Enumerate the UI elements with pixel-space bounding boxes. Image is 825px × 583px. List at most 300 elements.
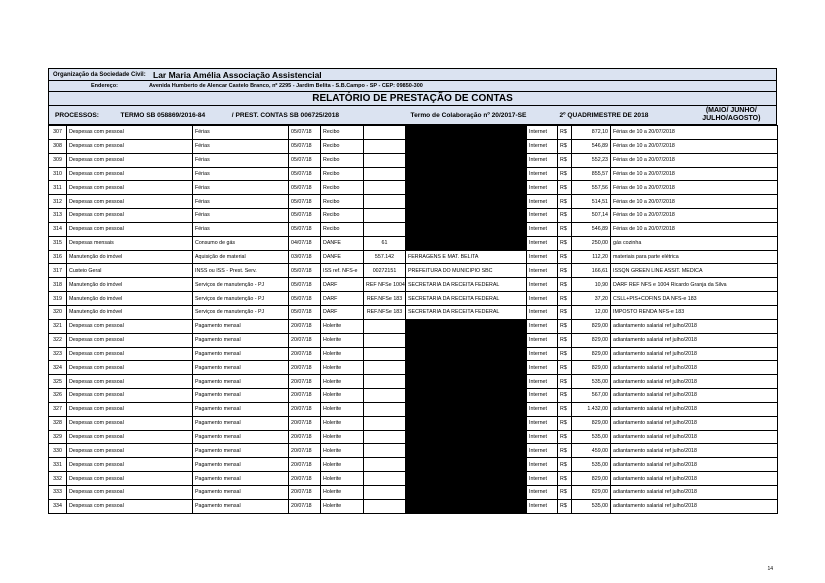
payment-method-cell: Internet bbox=[527, 305, 558, 319]
value-cell: 507,14 bbox=[572, 209, 611, 223]
description-cell: Pagamento mensal bbox=[193, 416, 289, 430]
document-number-cell bbox=[364, 347, 406, 361]
currency-cell: R$ bbox=[558, 195, 572, 209]
category-cell: Despesas com pessoal bbox=[67, 416, 193, 430]
document-number-cell: REF.NFSe 183 bbox=[364, 292, 406, 306]
currency-cell: R$ bbox=[558, 250, 572, 264]
redacted-cell bbox=[406, 167, 527, 181]
currency-cell: R$ bbox=[558, 181, 572, 195]
category-cell: Custeio Geral bbox=[67, 264, 193, 278]
value-cell: 37,20 bbox=[572, 292, 611, 306]
document-type-cell: Recibo bbox=[321, 222, 364, 236]
payment-method-cell: Internet bbox=[527, 209, 558, 223]
category-cell: Despesas com pessoal bbox=[67, 375, 193, 389]
table-row bbox=[49, 139, 778, 153]
report-title-row bbox=[48, 91, 777, 105]
row-number: 315 bbox=[49, 236, 67, 250]
category-cell: Despesas com pessoal bbox=[67, 389, 193, 403]
note-cell: adiantamento salarial ref julho/2018 bbox=[611, 361, 778, 375]
document-number-cell bbox=[364, 485, 406, 499]
currency-cell: R$ bbox=[558, 347, 572, 361]
date-cell: 20/07/18 bbox=[289, 430, 321, 444]
description-cell: Pagamento mensal bbox=[193, 319, 289, 333]
date-cell: 20/07/18 bbox=[289, 485, 321, 499]
table-row bbox=[49, 236, 778, 250]
value-cell: 829,00 bbox=[572, 485, 611, 499]
row-number: 327 bbox=[49, 402, 67, 416]
description-cell: Férias bbox=[193, 209, 289, 223]
document-number-cell bbox=[364, 319, 406, 333]
value-cell: 250,00 bbox=[572, 236, 611, 250]
value-cell: 829,00 bbox=[572, 347, 611, 361]
document-type-cell: Recibo bbox=[321, 209, 364, 223]
note-cell: adiantamento salarial ref julho/2018 bbox=[611, 375, 778, 389]
note-cell: Férias de 10 a 20/07/2018 bbox=[611, 209, 778, 223]
date-cell: 05/07/18 bbox=[289, 264, 321, 278]
document-number-cell bbox=[364, 444, 406, 458]
description-cell: Pagamento mensal bbox=[193, 375, 289, 389]
date-cell: 20/07/18 bbox=[289, 472, 321, 486]
document-type-cell: Recibo bbox=[321, 126, 364, 140]
description-cell: Pagamento mensal bbox=[193, 485, 289, 499]
date-cell: 05/07/18 bbox=[289, 209, 321, 223]
table-row bbox=[49, 222, 778, 236]
category-cell: Despesas com pessoal bbox=[67, 139, 193, 153]
processes-label: PROCESSOS: bbox=[55, 111, 99, 119]
table-row bbox=[49, 430, 778, 444]
note-cell: DARF REF NFS e 1004 Ricardo Granja da Silva bbox=[611, 278, 778, 292]
payment-method-cell: Internet bbox=[527, 126, 558, 140]
quadrimestre: 2º QUADRIMESTRE DE 2018 bbox=[559, 111, 649, 119]
value-cell: 829,00 bbox=[572, 333, 611, 347]
redacted-cell bbox=[406, 402, 527, 416]
description-cell: Pagamento mensal bbox=[193, 444, 289, 458]
row-number: 330 bbox=[49, 444, 67, 458]
document-number-cell bbox=[364, 126, 406, 140]
document-type-cell: Holerite bbox=[321, 458, 364, 472]
note-cell: Férias de 10 a 20/07/2018 bbox=[611, 139, 778, 153]
document-type-cell: Holerite bbox=[321, 416, 364, 430]
document-type-cell: Holerite bbox=[321, 444, 364, 458]
category-cell: Despesas com pessoal bbox=[67, 499, 193, 513]
redacted-cell bbox=[406, 416, 527, 430]
table-row bbox=[49, 375, 778, 389]
date-cell: 20/07/18 bbox=[289, 361, 321, 375]
row-number: 324 bbox=[49, 361, 67, 375]
period-line-1: (MAIO/ JUNHO/ bbox=[705, 107, 757, 114]
payment-method-cell: Internet bbox=[527, 195, 558, 209]
row-number: 328 bbox=[49, 416, 67, 430]
payment-method-cell: Internet bbox=[527, 250, 558, 264]
currency-cell: R$ bbox=[558, 222, 572, 236]
date-cell: 20/07/18 bbox=[289, 319, 321, 333]
value-cell: 546,89 bbox=[572, 222, 611, 236]
redacted-cell bbox=[406, 195, 527, 209]
category-cell: Despesas com pessoal bbox=[67, 153, 193, 167]
document-type-cell: Recibo bbox=[321, 195, 364, 209]
document-number-cell bbox=[364, 139, 406, 153]
payment-method-cell: Internet bbox=[527, 389, 558, 403]
payment-method-cell: Internet bbox=[527, 402, 558, 416]
date-cell: 05/07/18 bbox=[289, 305, 321, 319]
org-label: Organização da Sociedade Civil: bbox=[53, 71, 146, 78]
document-type-cell: Recibo bbox=[321, 153, 364, 167]
note-cell: adiantamento salarial ref julho/2018 bbox=[611, 389, 778, 403]
document-type-cell: Holerite bbox=[321, 333, 364, 347]
date-cell: 20/07/18 bbox=[289, 444, 321, 458]
note-cell: Férias de 10 a 20/07/2018 bbox=[611, 195, 778, 209]
value-cell: 535,00 bbox=[572, 430, 611, 444]
row-number: 323 bbox=[49, 347, 67, 361]
row-number: 321 bbox=[49, 319, 67, 333]
description-cell: Consumo de gás bbox=[193, 236, 289, 250]
payment-method-cell: Internet bbox=[527, 485, 558, 499]
document-type-cell: DANFE bbox=[321, 250, 364, 264]
currency-cell: R$ bbox=[558, 402, 572, 416]
document-type-cell: Holerite bbox=[321, 402, 364, 416]
date-cell: 05/07/18 bbox=[289, 126, 321, 140]
prest-contas: / PREST. CONTAS SB 006725/2018 bbox=[231, 111, 340, 119]
description-cell: Férias bbox=[193, 139, 289, 153]
row-number: 319 bbox=[49, 292, 67, 306]
description-cell: Férias bbox=[193, 153, 289, 167]
note-cell: materiais para parte elétrica bbox=[611, 250, 778, 264]
currency-cell: R$ bbox=[558, 430, 572, 444]
value-cell: 829,00 bbox=[572, 361, 611, 375]
termo-sb: TERMO SB 058869/2016-84 bbox=[120, 111, 206, 119]
org-row bbox=[48, 68, 777, 80]
payment-method-cell: Internet bbox=[527, 167, 558, 181]
table-row bbox=[49, 402, 778, 416]
redacted-cell bbox=[406, 209, 527, 223]
description-cell: Pagamento mensal bbox=[193, 333, 289, 347]
note-cell: adiantamento salarial ref julho/2018 bbox=[611, 458, 778, 472]
note-cell: adiantamento salarial ref julho/2018 bbox=[611, 499, 778, 513]
document-type-cell: Holerite bbox=[321, 389, 364, 403]
payment-method-cell: Internet bbox=[527, 264, 558, 278]
description-cell: Serviços de manutenção - PJ bbox=[193, 278, 289, 292]
payment-method-cell: Internet bbox=[527, 319, 558, 333]
category-cell: Despesas com pessoal bbox=[67, 347, 193, 361]
termo-colaboracao: Termo de Colaboração nº 20/2017-SE bbox=[410, 111, 527, 119]
row-number: 320 bbox=[49, 305, 67, 319]
category-cell: Despesas com pessoal bbox=[67, 485, 193, 499]
currency-cell: R$ bbox=[558, 485, 572, 499]
table-row bbox=[49, 181, 778, 195]
value-cell: 829,00 bbox=[572, 472, 611, 486]
date-cell: 20/07/18 bbox=[289, 402, 321, 416]
description-cell: Pagamento mensal bbox=[193, 402, 289, 416]
payment-method-cell: Internet bbox=[527, 333, 558, 347]
document-type-cell: Recibo bbox=[321, 181, 364, 195]
document-number-cell bbox=[364, 222, 406, 236]
table-row bbox=[49, 153, 778, 167]
description-cell: Férias bbox=[193, 167, 289, 181]
category-cell: Manutenção do imóvel bbox=[67, 292, 193, 306]
description-cell: Pagamento mensal bbox=[193, 458, 289, 472]
category-cell: Despesas com pessoal bbox=[67, 222, 193, 236]
document-number-cell: 00272151 bbox=[364, 264, 406, 278]
table-row bbox=[49, 347, 778, 361]
value-cell: 557,56 bbox=[572, 181, 611, 195]
address-row bbox=[48, 80, 777, 91]
document-type-cell: Holerite bbox=[321, 375, 364, 389]
redacted-cell bbox=[406, 499, 527, 513]
category-cell: Despesas com pessoal bbox=[67, 444, 193, 458]
description-cell: Pagamento mensal bbox=[193, 389, 289, 403]
document-number-cell bbox=[364, 181, 406, 195]
document-number-cell: 61 bbox=[364, 236, 406, 250]
currency-cell: R$ bbox=[558, 167, 572, 181]
table-row bbox=[49, 319, 778, 333]
payment-method-cell: Internet bbox=[527, 375, 558, 389]
page-number: 14 bbox=[767, 566, 773, 572]
document-number-cell bbox=[364, 472, 406, 486]
row-number: 311 bbox=[49, 181, 67, 195]
document-type-cell: DARF bbox=[321, 292, 364, 306]
description-cell: Pagamento mensal bbox=[193, 499, 289, 513]
payment-method-cell: Internet bbox=[527, 444, 558, 458]
table-row bbox=[49, 444, 778, 458]
currency-cell: R$ bbox=[558, 458, 572, 472]
document-number-cell bbox=[364, 416, 406, 430]
org-name: Lar Maria Amélia Associação Assistencial bbox=[153, 69, 322, 80]
redacted-cell bbox=[406, 139, 527, 153]
value-cell: 514,51 bbox=[572, 195, 611, 209]
supplier-cell: SECRETARIA DA RECEITA FEDERAL bbox=[406, 292, 527, 306]
currency-cell: R$ bbox=[558, 209, 572, 223]
note-cell: Férias de 10 a 20/07/2018 bbox=[611, 167, 778, 181]
payment-method-cell: Internet bbox=[527, 347, 558, 361]
table-row bbox=[49, 472, 778, 486]
date-cell: 05/07/18 bbox=[289, 278, 321, 292]
redacted-cell bbox=[406, 347, 527, 361]
redacted-cell bbox=[406, 181, 527, 195]
currency-cell: R$ bbox=[558, 139, 572, 153]
value-cell: 535,00 bbox=[572, 499, 611, 513]
currency-cell: R$ bbox=[558, 472, 572, 486]
document-number-cell bbox=[364, 389, 406, 403]
redacted-cell bbox=[406, 126, 527, 140]
document-number-cell bbox=[364, 153, 406, 167]
document-number-cell bbox=[364, 499, 406, 513]
document-type-cell: Recibo bbox=[321, 167, 364, 181]
date-cell: 20/07/18 bbox=[289, 389, 321, 403]
currency-cell: R$ bbox=[558, 319, 572, 333]
redacted-cell bbox=[406, 472, 527, 486]
document-number-cell bbox=[364, 458, 406, 472]
currency-cell: R$ bbox=[558, 389, 572, 403]
document-type-cell: Holerite bbox=[321, 319, 364, 333]
category-cell: Despesas com pessoal bbox=[67, 167, 193, 181]
currency-cell: R$ bbox=[558, 126, 572, 140]
description-cell: Aquisição de material bbox=[193, 250, 289, 264]
redacted-cell bbox=[406, 430, 527, 444]
document-number-cell bbox=[364, 361, 406, 375]
document-number-cell: 557.142 bbox=[364, 250, 406, 264]
category-cell: Despesas com pessoal bbox=[67, 430, 193, 444]
currency-cell: R$ bbox=[558, 444, 572, 458]
date-cell: 20/07/18 bbox=[289, 499, 321, 513]
document-number-cell bbox=[364, 209, 406, 223]
process-row bbox=[48, 105, 777, 125]
table-row bbox=[49, 292, 778, 306]
currency-cell: R$ bbox=[558, 416, 572, 430]
row-number: 322 bbox=[49, 333, 67, 347]
table-row bbox=[49, 333, 778, 347]
expense-table bbox=[48, 125, 778, 514]
note-cell: Férias de 10 a 20/07/2018 bbox=[611, 222, 778, 236]
note-cell: CSLL+PIS+COFINS DA NFS-e 183 bbox=[611, 292, 778, 306]
payment-method-cell: Internet bbox=[527, 222, 558, 236]
table-row bbox=[49, 195, 778, 209]
value-cell: 546,89 bbox=[572, 139, 611, 153]
redacted-cell bbox=[406, 236, 527, 250]
note-cell: adiantamento salarial ref julho/2018 bbox=[611, 333, 778, 347]
date-cell: 05/07/18 bbox=[289, 195, 321, 209]
table-row bbox=[49, 458, 778, 472]
value-cell: 872,10 bbox=[572, 126, 611, 140]
document-type-cell: Holerite bbox=[321, 361, 364, 375]
currency-cell: R$ bbox=[558, 499, 572, 513]
payment-method-cell: Internet bbox=[527, 361, 558, 375]
redacted-cell bbox=[406, 485, 527, 499]
note-cell: Férias de 10 a 20/07/2018 bbox=[611, 153, 778, 167]
category-cell: Despesas com pessoal bbox=[67, 361, 193, 375]
document-number-cell bbox=[364, 430, 406, 444]
category-cell: Despesas com pessoal bbox=[67, 402, 193, 416]
date-cell: 20/07/18 bbox=[289, 458, 321, 472]
redacted-cell bbox=[406, 458, 527, 472]
document-type-cell: ISS ref. NFS-e bbox=[321, 264, 364, 278]
note-cell: adiantamento salarial ref julho/2018 bbox=[611, 430, 778, 444]
value-cell: 535,00 bbox=[572, 375, 611, 389]
row-number: 309 bbox=[49, 153, 67, 167]
description-cell: Serviços de manutenção - PJ bbox=[193, 305, 289, 319]
category-cell: Despesas com pessoal bbox=[67, 472, 193, 486]
row-number: 312 bbox=[49, 195, 67, 209]
value-cell: 829,00 bbox=[572, 416, 611, 430]
payment-method-cell: Internet bbox=[527, 292, 558, 306]
description-cell: Pagamento mensal bbox=[193, 472, 289, 486]
description-cell: Férias bbox=[193, 126, 289, 140]
date-cell: 20/07/18 bbox=[289, 347, 321, 361]
payment-method-cell: Internet bbox=[527, 236, 558, 250]
date-cell: 05/07/18 bbox=[289, 167, 321, 181]
date-cell: 20/07/18 bbox=[289, 416, 321, 430]
supplier-cell: SECRETARIA DA RECEITA FEDERAL bbox=[406, 305, 527, 319]
note-cell: adiantamento salarial ref julho/2018 bbox=[611, 319, 778, 333]
date-cell: 05/07/18 bbox=[289, 181, 321, 195]
table-row bbox=[49, 167, 778, 181]
note-cell: gás cozinha bbox=[611, 236, 778, 250]
report-title: RELATÓRIO DE PRESTAÇÃO DE CONTAS bbox=[312, 93, 513, 104]
value-cell: 10,90 bbox=[572, 278, 611, 292]
table-row bbox=[49, 126, 778, 140]
date-cell: 03/07/18 bbox=[289, 250, 321, 264]
document-number-cell bbox=[364, 167, 406, 181]
supplier-cell: SECRETARIA DA RECEITA FEDERAL bbox=[406, 278, 527, 292]
value-cell: 552,23 bbox=[572, 153, 611, 167]
payment-method-cell: Internet bbox=[527, 278, 558, 292]
note-cell: adiantamento salarial ref julho/2018 bbox=[611, 444, 778, 458]
redacted-cell bbox=[406, 389, 527, 403]
currency-cell: R$ bbox=[558, 153, 572, 167]
address-value: Avenida Humberto de Alencar Castelo Branco, nº 2295 - Jardim Belita - S.B.Campo - SP - CEP: 09850-300 bbox=[149, 83, 423, 89]
category-cell: Despesas com pessoal bbox=[67, 333, 193, 347]
row-number: 314 bbox=[49, 222, 67, 236]
description-cell: Férias bbox=[193, 195, 289, 209]
document-number-cell bbox=[364, 402, 406, 416]
redacted-cell bbox=[406, 333, 527, 347]
row-number: 334 bbox=[49, 499, 67, 513]
note-cell: adiantamento salarial ref julho/2018 bbox=[611, 402, 778, 416]
date-cell: 05/07/18 bbox=[289, 139, 321, 153]
row-number: 329 bbox=[49, 430, 67, 444]
document-number-cell: REF NFSe 1004 bbox=[364, 278, 406, 292]
table-row bbox=[49, 209, 778, 223]
note-cell: adiantamento salarial ref julho/2018 bbox=[611, 485, 778, 499]
value-cell: 1.432,00 bbox=[572, 402, 611, 416]
document-type-cell: DARF bbox=[321, 278, 364, 292]
category-cell: Despesas com pessoal bbox=[67, 126, 193, 140]
row-number: 333 bbox=[49, 485, 67, 499]
document-number-cell bbox=[364, 333, 406, 347]
date-cell: 20/07/18 bbox=[289, 375, 321, 389]
note-cell: Férias de 10 a 20/07/2018 bbox=[611, 126, 778, 140]
document-type-cell: Holerite bbox=[321, 347, 364, 361]
description-cell: Serviços de manutenção - PJ bbox=[193, 292, 289, 306]
document-type-cell: Holerite bbox=[321, 472, 364, 486]
currency-cell: R$ bbox=[558, 361, 572, 375]
row-number: 325 bbox=[49, 375, 67, 389]
document-number-cell bbox=[364, 195, 406, 209]
table-row bbox=[49, 499, 778, 513]
payment-method-cell: Internet bbox=[527, 153, 558, 167]
value-cell: 855,57 bbox=[572, 167, 611, 181]
document-type-cell: Holerite bbox=[321, 430, 364, 444]
period-line-2: JULHO/AGOSTO) bbox=[702, 115, 761, 122]
note-cell: adiantamento salarial ref julho/2018 bbox=[611, 347, 778, 361]
value-cell: 12,00 bbox=[572, 305, 611, 319]
category-cell: Manutenção do imóvel bbox=[67, 278, 193, 292]
row-number: 316 bbox=[49, 250, 67, 264]
table-row bbox=[49, 485, 778, 499]
note-cell: Férias de 10 a 20/07/2018 bbox=[611, 181, 778, 195]
category-cell: Manutenção do imóvel bbox=[67, 305, 193, 319]
payment-method-cell: Internet bbox=[527, 181, 558, 195]
document-type-cell: DANFE bbox=[321, 236, 364, 250]
row-number: 310 bbox=[49, 167, 67, 181]
row-number: 331 bbox=[49, 458, 67, 472]
currency-cell: R$ bbox=[558, 236, 572, 250]
date-cell: 05/07/18 bbox=[289, 292, 321, 306]
payment-method-cell: Internet bbox=[527, 139, 558, 153]
category-cell: Manutenção do imóvel bbox=[67, 250, 193, 264]
note-cell: adiantamento salarial ref julho/2018 bbox=[611, 416, 778, 430]
category-cell: Despesas mensais bbox=[67, 236, 193, 250]
value-cell: 112,20 bbox=[572, 250, 611, 264]
redacted-cell bbox=[406, 222, 527, 236]
category-cell: Despesas com pessoal bbox=[67, 209, 193, 223]
value-cell: 459,00 bbox=[572, 444, 611, 458]
date-cell: 05/07/18 bbox=[289, 153, 321, 167]
value-cell: 166,61 bbox=[572, 264, 611, 278]
description-cell: INSS ou ISS - Prest. Serv. bbox=[193, 264, 289, 278]
payment-method-cell: Internet bbox=[527, 430, 558, 444]
note-cell: ISSQN GREEN LINE ASSIT. MEDICA bbox=[611, 264, 778, 278]
address-label: Endereço: bbox=[91, 83, 118, 89]
